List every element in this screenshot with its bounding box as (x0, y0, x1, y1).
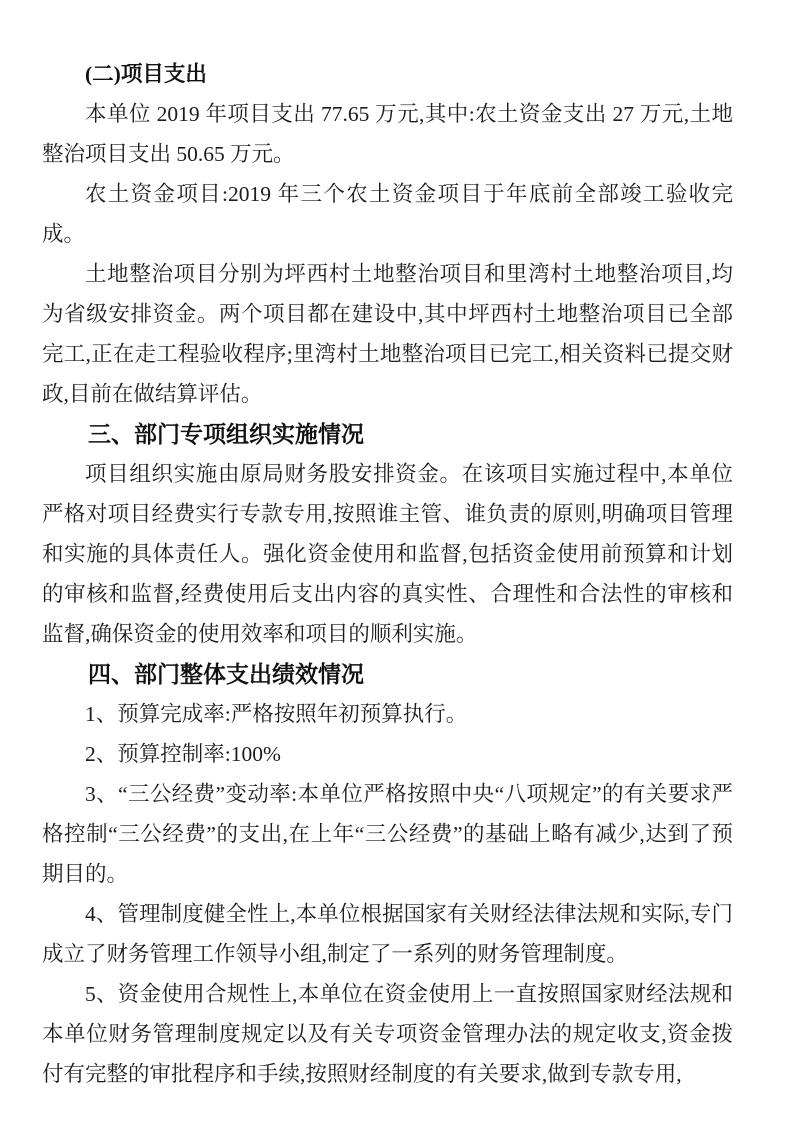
list-item-three-public-expenses-change-rate: 3、“三公经费”变动率:本单位严格按照中央“八项规定”的有关要求严格控制“三公经费”的支出,在上年“三公经费”的基础上略有减少,达到了预期目的。 (42, 782, 733, 886)
paragraph-land-remediation-projects: 土地整治项目分别为坪西村土地整治项目和里湾村土地整治项目,均为省级安排资金。两个项目都在建设中,其中坪西村土地整治项目已全部完工,正在走工程验收程序;里湾村土地整治项目已完工,相关资料已提交财政,目前在做结算评估。 (42, 262, 733, 406)
document-content (42, 54, 733, 1094)
list-item-budget-control-rate: 2、预算控制率:100% (85, 742, 281, 766)
paragraph-project-expenditure-summary: 本单位 2019 年项目支出 77.65 万元,其中:农土资金支出 27 万元,土地整治项目支出 50.65 万元。 (42, 102, 733, 166)
list-item-budget-completion-rate: 1、预算完成率:严格按照年初预算执行。 (85, 702, 468, 726)
section-heading-overall-expenditure-performance: 四、部门整体支出绩效情况 (88, 661, 364, 687)
section-heading-special-program-implementation: 三、部门专项组织实施情况 (88, 421, 364, 447)
list-item-fund-use-compliance: 5、资金使用合规性上,本单位在资金使用上一直按照国家财经法规和本单位财务管理制度规定以及有关专项资金管理办法的规定收支,资金拨付有完整的审批程序和手续,按照财经制度的有关要求,做到专款专用, (42, 982, 733, 1086)
paragraph-agri-land-fund-projects: 农土资金项目:2019 年三个农土资金项目于年底前全部竣工验收完成。 (42, 182, 733, 246)
subsection-heading-project-expenditure: (二)项目支出 (85, 62, 207, 86)
paragraph-implementation-and-supervision: 项目组织实施由原局财务股安排资金。在该项目实施过程中,本单位严格对项目经费实行专款专用,按照谁主管、谁负责的原则,明确项目管理和实施的具体责任人。强化资金使用和监督,包括资金使用前预算和计划的审核和监督,经费使用后支出内容的真实性、合理性和合法性的审核和监督,确保资金的使用效率和项目的顺利实施。 (42, 462, 733, 646)
list-item-management-system-soundness: 4、管理制度健全性上,本单位根据国家有关财经法律法规和实际,专门成立了财务管理工作领导小组,制定了一系列的财务管理制度。 (42, 902, 733, 966)
